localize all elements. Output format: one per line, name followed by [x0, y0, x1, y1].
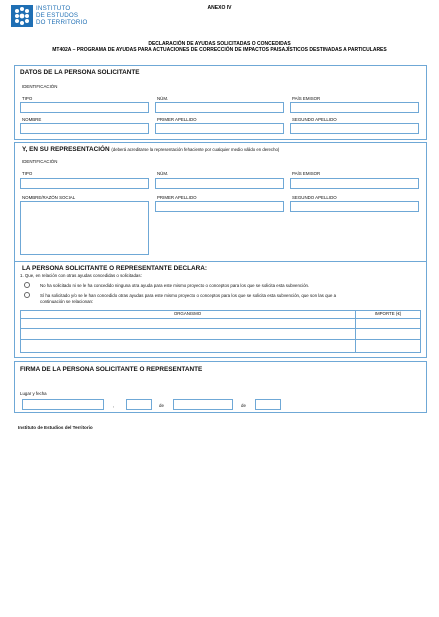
applicant-tipo-field[interactable]	[20, 102, 149, 113]
representative-note: (deberá acreditarse la representación fehaciente por cualquier medio válido en derecho)	[111, 147, 280, 152]
option-other-aid-text-2: continuación se relacionan:	[40, 299, 94, 304]
primer-apellido-label: PRIMER APELLIDO	[157, 117, 197, 122]
de-separator-1: de	[159, 403, 164, 408]
organismo-input-3[interactable]	[20, 340, 354, 350]
nombre-label: NOMBRE	[22, 117, 42, 122]
comma-separator: ,	[113, 403, 115, 408]
identification-label: IDENTIFICACIÓN	[22, 84, 58, 89]
rep-nombre-label: NOMBRE/RAZÓN SOCIAL	[22, 195, 76, 200]
rep-segundo-apellido-label: SEGUNDO APELLIDO	[292, 195, 337, 200]
option-other-aid-text-1: Sí ha solicitado y/o se le han concedido otras ayudas para este mismo proyecto o conceptos para los que se solicita esta subvención, que son las que a	[40, 293, 337, 298]
day-field[interactable]	[126, 399, 152, 410]
rep-num-field[interactable]	[155, 178, 284, 189]
declaration-item-1: 1. Que, en relación con otras ayudas concedidas o solicitadas:	[20, 273, 142, 278]
pais-label: PAÍS EMISOR	[292, 96, 321, 101]
importe-input-1[interactable]	[356, 319, 419, 328]
de-separator-2: de	[241, 403, 246, 408]
representative-title-text: Y, EN SU REPRESENTACIÓN	[22, 146, 110, 153]
document-subtitle: MT402A – PROGRAMA DE AYUDAS PARA ACTUACIONES DE CORRECCIÓN DE IMPACTOS PAISAJÍSTICOS DESTINADAS A PARTICULARES	[52, 47, 387, 53]
declaration-section-title: LA PERSONA SOLICITANTE O REPRESENTANTE DECLARA:	[22, 265, 207, 272]
rep-pais-label: PAÍS EMISOR	[292, 171, 321, 176]
rep-primer-apellido-field[interactable]	[155, 201, 284, 212]
logo-line: DE ESTUDOS	[36, 12, 79, 20]
logo-line: INSTITUTO	[36, 5, 71, 12]
rep-segundo-apellido-field[interactable]	[290, 201, 419, 212]
rep-nombre-field[interactable]	[20, 201, 149, 255]
segundo-apellido-label: SEGUNDO APELLIDO	[292, 117, 337, 122]
num-label: NÚM.	[157, 96, 169, 101]
option-no-aid-radio[interactable]	[24, 282, 30, 288]
importe-input-2[interactable]	[356, 329, 419, 339]
tipo-label: TIPO	[22, 96, 33, 101]
rep-num-label: NÚM.	[157, 171, 169, 176]
rep-tipo-label: TIPO	[22, 171, 33, 176]
applicant-pais-field[interactable]	[290, 102, 419, 113]
rep-tipo-field[interactable]	[20, 178, 149, 189]
applicant-num-field[interactable]	[155, 102, 284, 113]
footer-institution: Instituto de Estudios del Territorio	[18, 425, 93, 430]
applicant-nombre-field[interactable]	[20, 123, 149, 134]
importe-input-3[interactable]	[356, 340, 419, 350]
organismo-input-2[interactable]	[20, 329, 354, 339]
rep-identification-label: IDENTIFICACIÓN	[22, 159, 58, 164]
applicant-segundo-apellido-field[interactable]	[290, 123, 419, 134]
organismo-input-1[interactable]	[20, 319, 354, 328]
logo-line: DO TERRITORIO	[36, 19, 88, 27]
organismo-column-header: ORGANISMO	[173, 311, 202, 316]
document-title: DECLARACIÓN DE AYUDAS SOLICITADAS O CONCEDIDAS	[148, 41, 291, 47]
year-field[interactable]	[255, 399, 281, 410]
option-other-aid-radio[interactable]	[24, 292, 30, 298]
importe-column-header: IMPORTE (€)	[374, 311, 402, 316]
annex-label: ANEXO IV	[207, 5, 232, 11]
applicant-section-title: DATOS DE LA PERSONA SOLICITANTE	[20, 69, 140, 76]
representative-section-title	[22, 146, 279, 153]
place-field[interactable]	[22, 399, 104, 410]
rep-primer-apellido-label: PRIMER APELLIDO	[157, 195, 197, 200]
option-no-aid-text: No ha solicitado ni se le ha concedido ninguna otra ayuda para este mismo proyecto o conceptos para los que se solicita esta subvención.	[40, 283, 310, 288]
month-field[interactable]	[173, 399, 233, 410]
place-date-label: Lugar y fecha	[20, 391, 47, 396]
rep-pais-field[interactable]	[290, 178, 419, 189]
signature-section-title: FIRMA DE LA PERSONA SOLICITANTE O REPRESENTANTE	[20, 366, 203, 373]
applicant-primer-apellido-field[interactable]	[155, 123, 284, 134]
